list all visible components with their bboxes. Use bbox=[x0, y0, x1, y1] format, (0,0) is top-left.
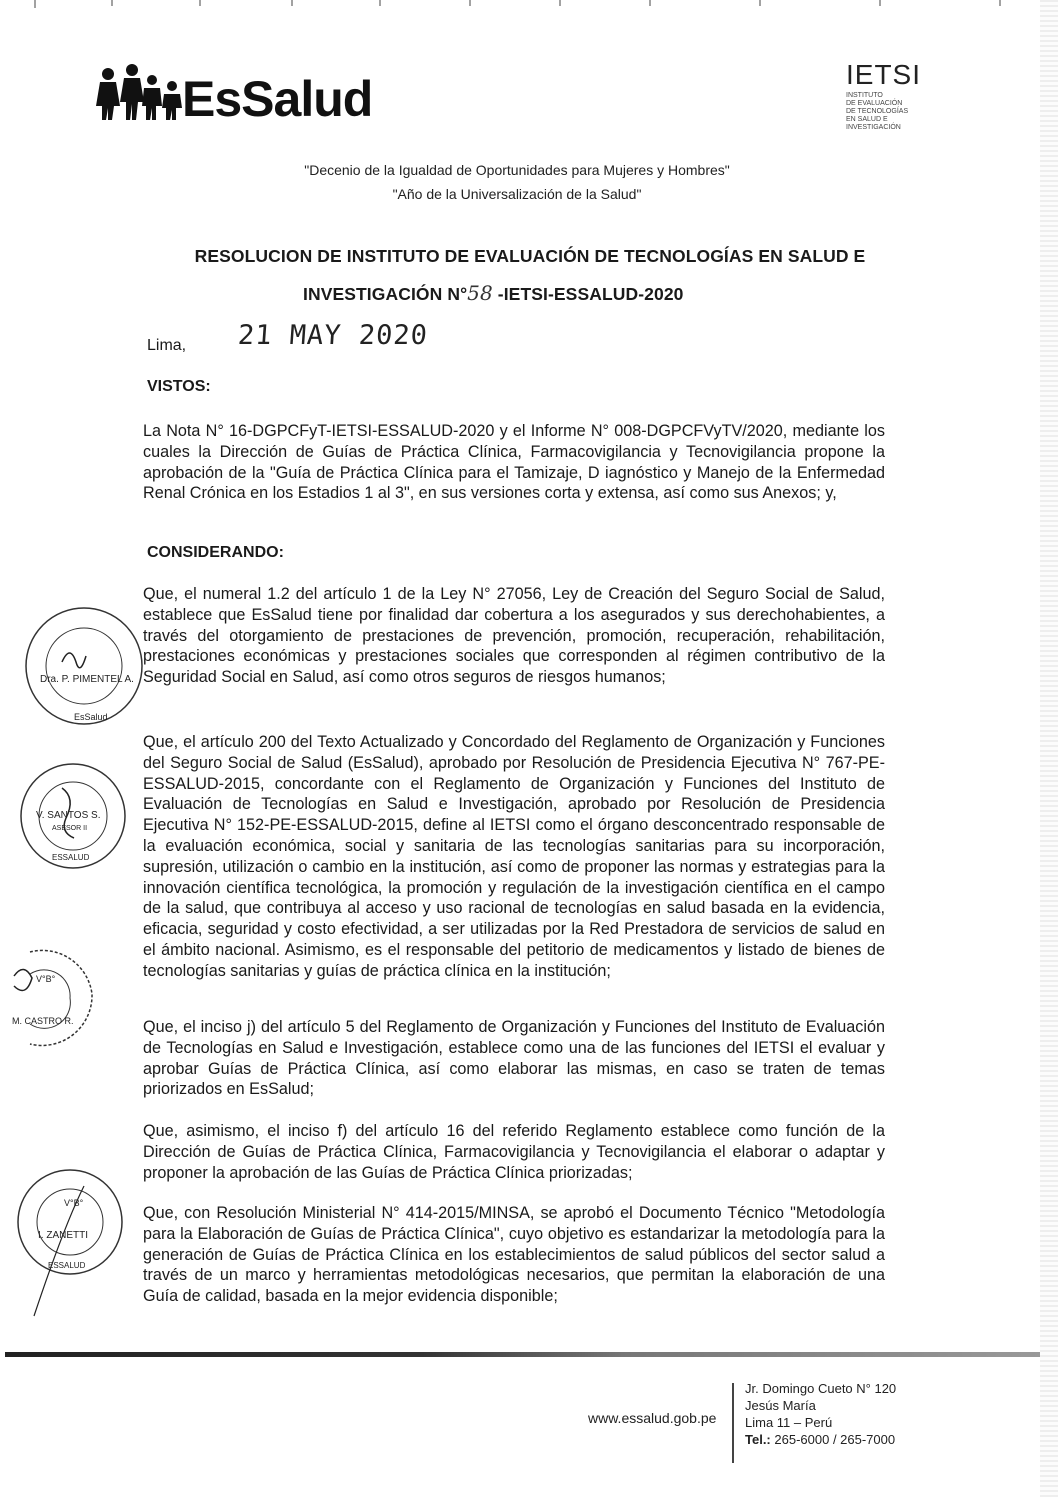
resolution-title-line2 bbox=[303, 281, 684, 305]
motto-anio: "Año de la Universalización de la Salud" bbox=[392, 186, 642, 202]
motto-decenio: "Decenio de la Igualdad de Oportunidades para Mujeres y Hombres" bbox=[304, 162, 730, 178]
title-prefix: INVESTIGACIÓN N° bbox=[303, 284, 468, 304]
footer-address bbox=[745, 1380, 896, 1448]
scan-edge bbox=[1040, 0, 1058, 1497]
footer-divider bbox=[5, 1352, 1040, 1357]
address-line: Lima 11 – Perú bbox=[745, 1415, 833, 1430]
paragraph-1: Que, el numeral 1.2 del artículo 1 de la Ley N° 27056, Ley de Creación del Seguro Social de Salud, establece que EsSalud tiene por finalidad dar cobertura a los asegurados y sus derechohabientes, a través del otorgamiento de prestaciones de prevención, promoción, recuperación, rehabilitación, prestaciones económicas y prestaciones sociales que corresponden al régimen contributivo de la Seguridad Social en Salud, así como otros seguros de riesgos humanos; bbox=[143, 585, 885, 687]
paragraph-5: Que, con Resolución Ministerial N° 414-2015/MINSA, se aprobó el Documento Técnico "Metodología para la Elaboración de Guías de Práctica Clínica", cuyo objetivo es estandarizar la metodología para la generación de Guías de Práctica Clínica en los establecimientos de salud públicos del sector salud a través de un marco y herramientas metodológicas necesarios, que permitan la elaboración de una Guía de calidad, basada en la mejor evidencia disponible; bbox=[143, 1204, 885, 1306]
date-stamp: 21 MAY 2020 bbox=[236, 320, 429, 351]
ietsi-logo-text: IETSI bbox=[846, 59, 922, 90]
vistos-heading: VISTOS: bbox=[147, 378, 211, 395]
paragraph-3: Que, el inciso j) del artículo 5 del Reglamento de Organización y Funciones del Instituto de Evaluación de Tecnologías en Salud e Investigación, establece como una de las funciones del IETSI el evaluar y aprobar Guías de Práctica Clínica, así como elaborar las mismas, en caso se traten de temas priorizados en EsSalud; bbox=[143, 1018, 885, 1099]
address-line: Jesús María bbox=[745, 1398, 816, 1413]
stamp-zanetti bbox=[14, 1166, 124, 1331]
stamp-text: M. CASTRO R. bbox=[12, 1016, 74, 1026]
stamp-text: ESSALUD bbox=[52, 853, 90, 862]
family-figures-icon bbox=[96, 62, 186, 122]
stamp-text: EsSalud bbox=[74, 712, 108, 722]
stamp-text: ASESOR II bbox=[52, 825, 88, 832]
stamp-text: V°B° bbox=[36, 974, 56, 984]
address-phone: Tel.: 265-6000 / 265-7000 bbox=[745, 1432, 896, 1447]
essalud-logo-text: EsSalud bbox=[182, 71, 373, 127]
stamp-castro bbox=[0, 944, 100, 1059]
resolution-number: 58 bbox=[467, 281, 493, 305]
stamp-santos bbox=[18, 758, 128, 883]
stamp-text: V°B° bbox=[64, 1198, 84, 1208]
stamp-text: Dra. P. PIMENTEL A. bbox=[40, 674, 134, 685]
title-suffix: -IETSI-ESSALUD-2020 bbox=[497, 284, 684, 304]
considerando-heading: CONSIDERANDO: bbox=[147, 544, 284, 561]
place-label: Lima, bbox=[147, 337, 187, 354]
address-line: Jr. Domingo Cueto N° 120 bbox=[745, 1381, 897, 1396]
vistos-paragraph: La Nota N° 16-DGPCFyT-IETSI-ESSALUD-2020 y el Informe N° 008-DGPCFVyTV/2020, mediante los cuales la Dirección de Guías de Práctica Clínica, Farmacovigilancia y Tecnovigilancia propone la aprobación de la "Guía de Práctica Clínica para el Tamizaje, D iagnóstico y Manejo de la Enfermedad Renal Crónica en los Estadios 1 al 3", en sus versiones corta y extensa, así como sus Anexos; y, bbox=[143, 422, 885, 503]
footer-separator bbox=[732, 1383, 734, 1463]
ietsi-logo bbox=[846, 60, 936, 140]
resolution-title-line1: RESOLUCION DE INSTITUTO DE EVALUACIÓN DE TECNOLOGÍAS EN SALUD E bbox=[194, 246, 866, 266]
footer-url: www.essalud.gob.pe bbox=[588, 1410, 717, 1426]
stamp-text: I. ZANETTI bbox=[38, 1230, 88, 1241]
stamp-text: ESSALUD bbox=[48, 1261, 86, 1270]
ietsi-subtitle: INSTITUTO DE EVALUACIÓN DE TECNOLOGÍAS EN SALUD E INVESTIGACIÓN bbox=[846, 92, 909, 131]
essalud-logo bbox=[96, 62, 373, 134]
stamp-pimentel bbox=[22, 604, 152, 739]
paragraph-4: Que, asimismo, el inciso f) del artículo 16 del referido Reglamento establece como función de la Dirección de Guías de Práctica Clínica, Farmacovigilancia y Tecnovigilancia el elaborar o adaptar y proponer la aprobación de las Guías de Práctica Clínica priorizadas; bbox=[143, 1122, 885, 1182]
stamp-text: V. SANTOS S. bbox=[36, 810, 101, 821]
scan-top-marks bbox=[0, 0, 1058, 10]
paragraph-2: Que, el artículo 200 del Texto Actualizado y Concordado del Reglamento de Organización y Funciones del Seguro Social de Salud (EsSalud), aprobado por Resolución de Presidencia Ejecutiva N° 767-PE-ESSALUD-2015, concordante con el Reglamento de Organización y Funciones del Instituto de Evaluación de Tecnologías en Salud e Investigación, aprobado por Resolución de Presidencia Ejecutiva N° 152-PE-ESSALUD-2015, define al IETSI como el órgano desconcentrado responsable de la evaluación económica, social y sanitaria de las tecnologías sanitarias para su incorporación, supresión, utilización o cambio en la institución, así como de proponer las normas y estrategias para la innovación científica tecnológica, la promoción y regulación de la investigación científica en el campo de la salud, que contribuya al acceso y uso racional de tecnologías en salud basada en la evidencia, eficacia, seguridad y costo efectividad, a ser utilizadas por la Red Prestadora de servicios de salud en el ámbito nacional. Asimismo, es el responsable del petitorio de medicamentos y listado de bienes de tecnologías sanitarias y guías de práctica clínica en la institución; bbox=[143, 733, 885, 980]
